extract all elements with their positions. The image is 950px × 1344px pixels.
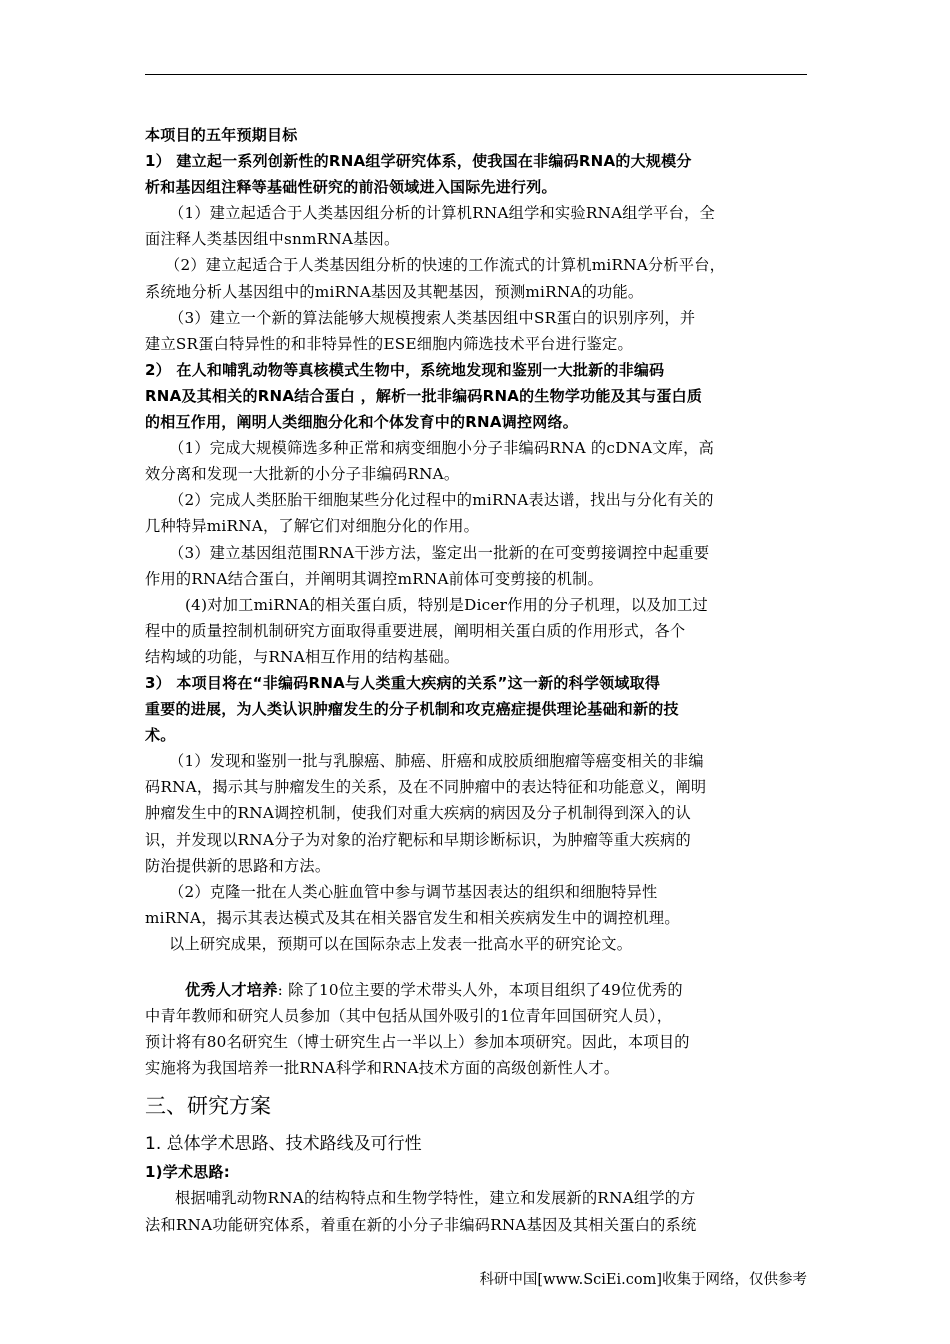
document-body <box>145 122 809 1238</box>
goal3-item-line: （2）克隆一批在人类心脏血管中参与调节基因表达的组织和细胞特异性 <box>169 882 658 901</box>
goal3-item-line: 识，并发现以RNA分子为对象的治疗靶标和早期诊断标识，为肿瘤等重大疾病的 <box>145 830 691 849</box>
goal2-item-line: 结构域的功能，与RNA相互作用的结构基础。 <box>145 647 460 666</box>
section-body-line: 根据哺乳动物RNA的结构特点和生物学特性，建立和发展新的RNA组学的方 <box>175 1189 696 1208</box>
section-title: 三、研究方案 <box>145 1094 271 1119</box>
talent-line: 中青年教师和研究人员参加（其中包括从国外吸引的1位青年回国研究人员）， <box>145 1007 673 1026</box>
goal3-line: 术。 <box>145 726 176 745</box>
goal1-item-line: （2）建立起适合于人类基因组分析的快速的工作流式的计算机miRNA分析平台， <box>165 256 726 275</box>
goal2-line: 的相互作用，阐明人类细胞分化和个体发育中的RNA调控网络。 <box>145 413 578 432</box>
goal1-item-line: （1）建立起适合于人类基因组分析的计算机RNA组学和实验RNA组学平台，全 <box>169 204 715 223</box>
talent-first-line <box>145 977 809 1003</box>
goal3-item-line: （1）发现和鉴别一批与乳腺癌、肺癌、肝癌和成胶质细胞瘤等癌变相关的非编 <box>169 752 704 771</box>
goal1-line: 1） 建立起一系列创新性的RNA组学研究体系，使我国在非编码RNA的大规模分 <box>145 152 692 171</box>
goal2-item-line: 几种特异miRNA，了解它们对细胞分化的作用。 <box>145 517 480 536</box>
goal1-line: 析和基因组注释等基础性研究的前沿领域进入国际先进行列。 <box>145 178 557 197</box>
goal2-item-line: 作用的RNA结合蛋白，并阐明其调控mRNA前体可变剪接的机制。 <box>145 569 604 588</box>
goal2-item-line: （3）建立基因组范围RNA干涉方法，鉴定出一批新的在可变剪接调控中起重要 <box>169 543 710 562</box>
goal3-item-line: miRNA，揭示其表达模式及其在相关器官发生和相关疾病发生中的调控机理。 <box>145 908 680 927</box>
goal3-line: 3） 本项目将在“非编码RNA与人类重大疾病的关系”这一新的科学领域取得 <box>145 673 661 692</box>
goal2-item-line: （1）完成大规模筛选多种正常和病变细胞小分子非编码RNA 的cDNA文库，高 <box>169 439 715 458</box>
goal2-item-line: (4)对加工miRNA的相关蛋白质，特别是Dicer作用的分子机理，以及加工过 <box>185 595 708 614</box>
goal3-line: 重要的进展，为人类认识肿瘤发生的分子机制和攻克癌症提供理论基础和新的技 <box>145 700 679 719</box>
talent-line: 预计将有80名研究生（博士研究生占一半以上）参加本项研究。因此，本项目的 <box>145 1033 690 1052</box>
paragraph-gap <box>145 957 809 977</box>
goal2-item-line: 效分离和发现一大批新的小分子非编码RNA。 <box>145 465 460 484</box>
goal3-item-line: 肿瘤发生中的RNA调控机制，使我们对重大疾病的病因及分子机制得到深入的认 <box>145 804 691 823</box>
goal1-item-line: 面注释人类基因组中snmRNA基因。 <box>145 230 400 249</box>
subsection-title: 1. 总体学术思路、技术路线及可行性 <box>145 1134 422 1155</box>
goals-summary: 以上研究成果，预期可以在国际杂志上发表一批高水平的研究论文。 <box>169 934 633 953</box>
footer-note: 科研中国[www.SciEi.com]收集于网络，仅供参考 <box>479 1272 807 1288</box>
goal2-line: RNA及其相关的RNA结合蛋白 ，解析一批非编码RNA的生物学功能及其与蛋白质 <box>145 386 703 405</box>
goal3-item-line: 码RNA，揭示其与肿瘤发生的关系，及在不同肿瘤中的表达特征和功能意义，阐明 <box>145 778 707 797</box>
goal3-item-line: 防治提供新的思路和方法。 <box>145 856 331 875</box>
goal2-line: 2） 在人和哺乳动物等真核模式生物中，系统地发现和鉴别一大批新的非编码 <box>145 360 665 379</box>
goal1-item-line: 系统地分析人基因组中的miRNA基因及其靶基因，预测miRNA的功能。 <box>145 282 644 301</box>
talent-label: 优秀人才培养 <box>185 981 278 999</box>
goal1-item-line: 建立SR蛋白特异性的和非特异性的ESE细胞内筛选技术平台进行鉴定。 <box>145 334 633 353</box>
goals-heading: 本项目的五年预期目标 <box>145 126 298 144</box>
header-rule <box>145 74 807 75</box>
section-body-line: 法和RNA功能研究体系，着重在新的小分子非编码RNA基因及其相关蛋白的系统 <box>145 1215 697 1234</box>
talent-line: 实施将为我国培养一批RNA科学和RNA技术方面的高级创新性人才。 <box>145 1059 620 1078</box>
subsubsection-title: 1)学术思路: <box>145 1163 231 1182</box>
talent-text: : 除了10位主要的学术带头人外，本项目组织了49位优秀的 <box>277 981 683 999</box>
goal2-item-line: （2）完成人类胚胎干细胞某些分化过程中的miRNA表达谱，找出与分化有关的 <box>169 491 714 510</box>
goal2-item-line: 程中的质量控制机制研究方面取得重要进展，阐明相关蛋白质的作用形式，各个 <box>145 621 686 640</box>
goal1-item-line: （3）建立一个新的算法能够大规模搜索人类基因组中SR蛋白的识别序列，并 <box>169 308 696 327</box>
